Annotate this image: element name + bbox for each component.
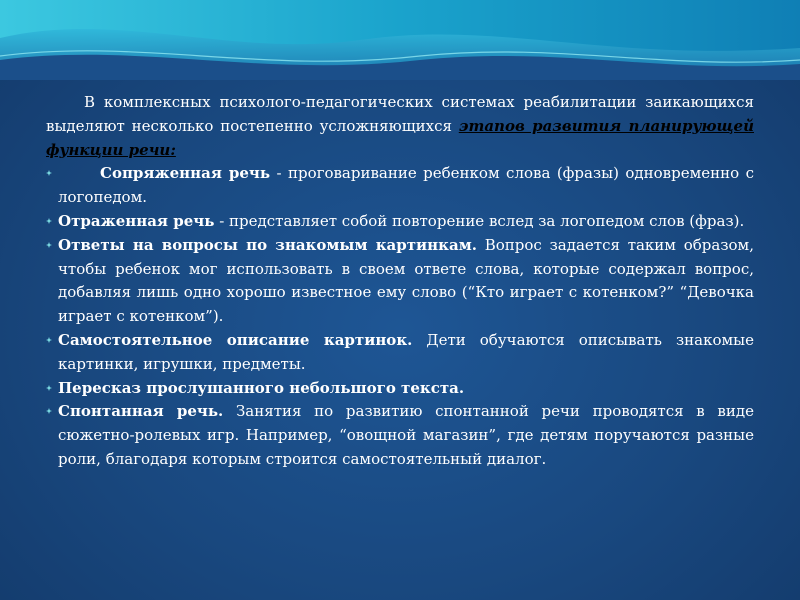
- sparkle-bullet-icon: [46, 170, 52, 176]
- item-text: - проговаривание ребенком слова (фразы) одновременно с логопедом.: [58, 164, 754, 207]
- sparkle-bullet-icon: [46, 385, 52, 391]
- list-item: [46, 162, 754, 210]
- item-text: Дети обучаются описывать знакомые картинки, игрушки, предметы.: [58, 330, 754, 373]
- list-item: [46, 329, 754, 377]
- item-term: Ответы на вопросы по знакомым картинкам.: [58, 235, 477, 254]
- item-text: - представляет собой повторение вслед за логопедом слов (фраз).: [214, 211, 745, 230]
- sparkle-bullet-icon: [46, 242, 52, 248]
- intro-paragraph: [46, 91, 754, 162]
- body-text: [46, 91, 754, 472]
- intro-text: В комплексных психолого-педагогических системах реабилитации заикающихся выделяют несколько постепенно усложняющихся: [46, 93, 754, 135]
- sparkle-bullet-icon: [46, 337, 52, 343]
- sparkle-bullet-icon: [46, 408, 52, 414]
- list-item: [46, 400, 754, 471]
- wave-header-decoration: [0, 0, 800, 80]
- item-term: Отраженная речь: [58, 211, 215, 230]
- list-item: [46, 234, 754, 329]
- item-text: Занятия по развитию спонтанной речи проводятся в виде сюжетно-ролевых игр. Например, “овощной магазин”, где детям поручаются разные роли, благодаря которым строится самостоятельный диалог.: [58, 402, 754, 468]
- item-text: Вопрос задается таким образом, чтобы ребенок мог использовать в своем ответе слова, которые содержал вопрос, добавляя лишь одно хорошо известное ему слово (“Кто играет с котенком?” “Девочка играет с котенком”).: [58, 235, 754, 326]
- item-term: Самостоятельное описание картинок.: [58, 330, 413, 349]
- item-term: Пересказ прослушанного небольшого текста.: [58, 378, 465, 397]
- sparkle-bullet-icon: [46, 218, 52, 224]
- stages-list: [46, 162, 754, 471]
- item-term: Спонтанная речь.: [58, 402, 224, 421]
- list-item: [46, 210, 754, 234]
- list-item: [46, 377, 754, 401]
- intro-emphasis: этапов развития планирующей функции речи:: [46, 116, 754, 159]
- item-term: Сопряженная речь: [100, 164, 271, 183]
